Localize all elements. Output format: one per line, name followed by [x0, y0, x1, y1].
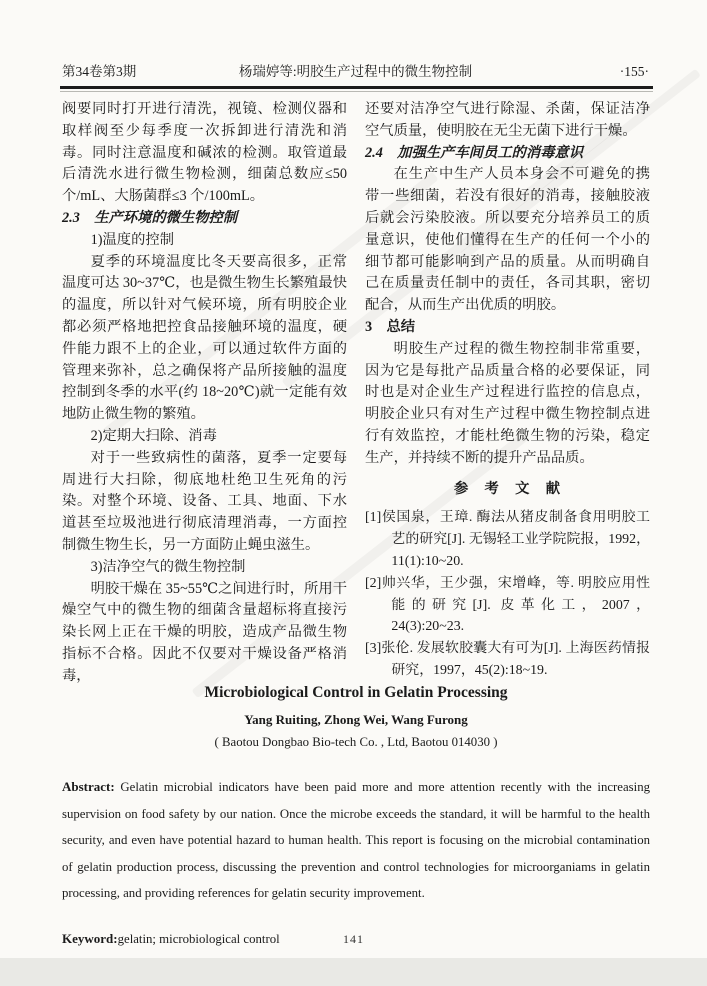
abstract-paragraph [62, 774, 650, 907]
page-header [62, 60, 649, 80]
reference-item-1: [1]侯国泉，王璋. 酶法从猪皮制备食用明胶工艺的研究[J]. 无锡轻工业学院院报，1992，11(1):10~20. [365, 510, 650, 569]
left-column [62, 99, 347, 688]
paragraph-temperature: 夏季的环境温度比冬天要高很多，正常温度可达 30~37℃，也是微生物生长繁殖最快的温度，所以针对气候环境，所有明胶企业都必须严格地把控食品接触环境的温度，硬件能力跟不上的企业，可以通过软件方面的管理来弥补，总之确保将产品所接触的温度控制到冬季的水平(约 18~20℃)就一定能有效地防止微生物的繁殖。 [62, 253, 347, 423]
header-rule-shadow [60, 91, 653, 92]
section-heading-summary: 3 总结 [365, 318, 416, 335]
keyword-text: gelatin; microbiological control [117, 931, 280, 946]
header-rule [60, 86, 653, 89]
paragraph-summary: 明胶生产过程的微生物控制非常重要，因为它是每批产品质量合格的必要保证，同时也是对企业生产过程进行监控的信息点，明胶企业只有对生产过程中微生物控制点进行有效监控，才能杜绝微生物的污染，稳定生产，并持续不断的提升产品品质。 [365, 340, 650, 466]
abstract-label: Abstract: [62, 779, 115, 794]
reference-item-2: [2]帅兴华，王少强，宋增峰，等. 明胶应用性能的研究[J]. 皮革化工，2007，24(3):20~23. [365, 575, 650, 635]
header-running-title: 杨瑞婷等:明胶生产过程中的微生物控制 [238, 64, 473, 79]
english-title: Microbiological Control in Gelatin Processing [204, 684, 508, 701]
paragraph-pipeline-cleaning: 阀要同时打开进行清洗，视镜、检测仪器和取样阀至少每季度一次拆卸进行清洗和消毒。同时注意温度和碱浓的检测。取管道最后清洗水进行微生物检测，细菌总数应≤50 个/mL、大肠菌群≤3 个/100mL。 [62, 101, 347, 205]
keyword-label: Keyword: [62, 930, 118, 946]
paragraph-cleaning: 对于一些致病性的菌落，夏季一定要每周进行大扫除，彻底地杜绝卫生死角的污染。对整个环境、设备、工具、地面、下水道甚至垃圾池进行彻底清理消毒，一方面控制微生物生长，另一方面防止蝇虫滋生。 [62, 449, 347, 553]
two-column-body [62, 99, 650, 688]
header-page-marker: ·155· [619, 64, 649, 79]
references-heading: 参 考 文 献 [453, 480, 562, 497]
right-column [365, 99, 650, 688]
section-heading-2-4: 2.4 加强生产车间员工的消毒意识 [365, 144, 584, 161]
paragraph-staff-awareness: 在生产中生产人员本身会不可避免的携带一些细菌，若没有很好的消毒，接触胶液后就会污染胶液。所以要充分培养员工的质量意识，使他们懂得在生产的任何一个小的细节都可能影响到产品的质量。从而明确自己在质量责任制中的责任，各司其职，密切配合，从而生产出优质的明胶。 [365, 166, 650, 314]
subitem-periodic-cleaning: 2)定期大扫除、消毒 [90, 427, 217, 444]
english-abstract-section [62, 684, 650, 947]
english-affiliation: ( Baotou Dongbao Bio-tech Co. , Ltd, Baotou 014030 ) [214, 735, 498, 749]
subitem-temperature-control: 1)温度的控制 [90, 231, 174, 248]
abstract-text: Gelatin microbial indicators have been paid more and more attention recently with the increasing supervision on food safety by our nation. Once the microbe exceeds the standard, it will be harmful to the health security, and even have potential hazard to human health. This report is focusing on the microbial contamination of gelatin production process, discussing the prevention and control technologies for microorganiams in gelatin processing, and providing references for gelatin security improvement. [62, 780, 651, 900]
subitem-clean-air: 3)洁净空气的微生物控制 [90, 558, 246, 575]
header-volume-issue: 第34卷第3期 [62, 64, 137, 79]
paragraph-clean-air: 明胶干燥在 35~55℃之间进行时，所用干燥空气中的微生物的细菌含量超标将直接污染长网上正在干燥的明胶，造成产品微生物指标不合格。因此不仅要对干燥设备严格消毒， [62, 580, 347, 684]
paragraph-clean-air-continued: 还要对洁净空气进行除湿、杀菌，保证洁净空气质量，使明胶在无尘无菌下进行干燥。 [365, 101, 650, 139]
scan-bottom-shadow [0, 958, 707, 986]
english-authors: Yang Ruiting, Zhong Wei, Wang Furong [244, 712, 468, 727]
footer-page-number: 141 [343, 932, 364, 946]
section-heading-2-3: 2.3 生产环境的微生物控制 [62, 209, 238, 226]
reference-item-3: [3]张伦. 发展软胶囊大有可为[J]. 上海医药情报研究，1997，45(2):18~19. [365, 641, 650, 678]
